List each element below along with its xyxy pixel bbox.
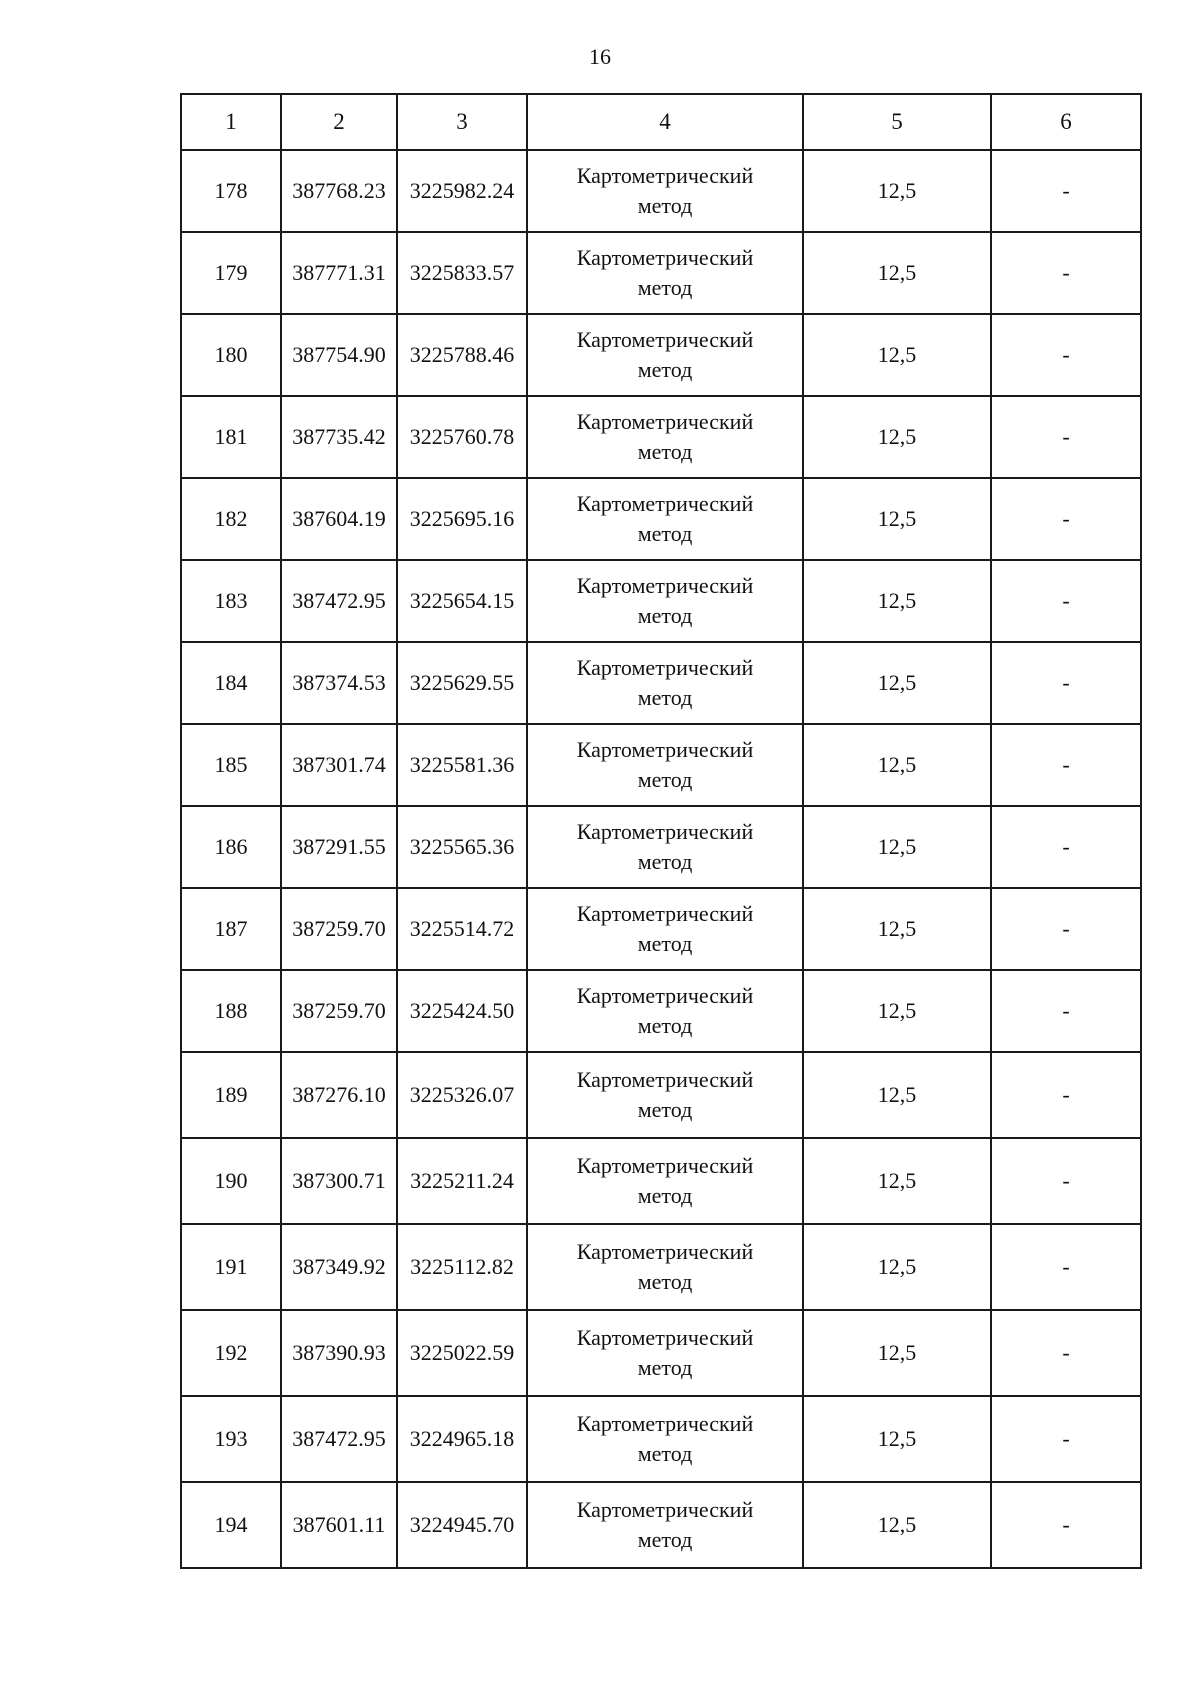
method-line-2: метод bbox=[637, 193, 693, 218]
method-line-1: Картометрический bbox=[576, 655, 754, 680]
method-line-2: метод bbox=[637, 1355, 693, 1380]
point-number-cell: 187 bbox=[181, 888, 281, 970]
x-coordinate-cell: 387771.31 bbox=[281, 232, 397, 314]
column-header: 1 bbox=[181, 94, 281, 150]
method-line-1: Картометрический bbox=[576, 327, 754, 352]
table-row bbox=[181, 314, 1141, 396]
y-coordinate-cell: 3225788.46 bbox=[397, 314, 527, 396]
note-cell: - bbox=[991, 314, 1141, 396]
method-line-1: Картометрический bbox=[576, 1239, 754, 1264]
method-line-2: метод bbox=[637, 849, 693, 874]
point-number-cell: 186 bbox=[181, 806, 281, 888]
method-cell bbox=[527, 1396, 803, 1482]
column-header: 3 bbox=[397, 94, 527, 150]
note-cell: - bbox=[991, 970, 1141, 1052]
accuracy-cell: 12,5 bbox=[803, 1224, 991, 1310]
note-cell: - bbox=[991, 1482, 1141, 1568]
x-coordinate-cell: 387300.71 bbox=[281, 1138, 397, 1224]
y-coordinate-cell: 3225211.24 bbox=[397, 1138, 527, 1224]
y-coordinate-cell: 3224945.70 bbox=[397, 1482, 527, 1568]
x-coordinate-cell: 387472.95 bbox=[281, 560, 397, 642]
note-cell: - bbox=[991, 1052, 1141, 1138]
accuracy-cell: 12,5 bbox=[803, 642, 991, 724]
note-cell: - bbox=[991, 1224, 1141, 1310]
note-cell: - bbox=[991, 724, 1141, 806]
table-row bbox=[181, 560, 1141, 642]
accuracy-cell: 12,5 bbox=[803, 232, 991, 314]
point-number-cell: 178 bbox=[181, 150, 281, 232]
x-coordinate-cell: 387472.95 bbox=[281, 1396, 397, 1482]
method-cell bbox=[527, 232, 803, 314]
method-line-2: метод bbox=[637, 1527, 693, 1552]
accuracy-cell: 12,5 bbox=[803, 1310, 991, 1396]
method-line-1: Картометрический bbox=[576, 1411, 754, 1436]
method-line-2: метод bbox=[637, 931, 693, 956]
table-body bbox=[181, 150, 1141, 1568]
method-line-1: Картометрический bbox=[576, 1325, 754, 1350]
method-line-2: метод bbox=[637, 1441, 693, 1466]
x-coordinate-cell: 387259.70 bbox=[281, 888, 397, 970]
accuracy-cell: 12,5 bbox=[803, 724, 991, 806]
y-coordinate-cell: 3225695.16 bbox=[397, 478, 527, 560]
method-cell bbox=[527, 724, 803, 806]
x-coordinate-cell: 387768.23 bbox=[281, 150, 397, 232]
table-row bbox=[181, 806, 1141, 888]
x-coordinate-cell: 387390.93 bbox=[281, 1310, 397, 1396]
method-line-2: метод bbox=[637, 767, 693, 792]
method-line-2: метод bbox=[637, 685, 693, 710]
method-line-1: Картометрический bbox=[576, 983, 754, 1008]
method-cell bbox=[527, 314, 803, 396]
note-cell: - bbox=[991, 888, 1141, 970]
y-coordinate-cell: 3225326.07 bbox=[397, 1052, 527, 1138]
method-line-1: Картометрический bbox=[576, 901, 754, 926]
method-line-2: метод bbox=[637, 603, 693, 628]
table-header-row bbox=[181, 94, 1141, 150]
method-cell bbox=[527, 478, 803, 560]
note-cell: - bbox=[991, 478, 1141, 560]
y-coordinate-cell: 3225629.55 bbox=[397, 642, 527, 724]
accuracy-cell: 12,5 bbox=[803, 1052, 991, 1138]
x-coordinate-cell: 387301.74 bbox=[281, 724, 397, 806]
y-coordinate-cell: 3225760.78 bbox=[397, 396, 527, 478]
table-row bbox=[181, 1052, 1141, 1138]
note-cell: - bbox=[991, 806, 1141, 888]
y-coordinate-cell: 3225112.82 bbox=[397, 1224, 527, 1310]
table-row bbox=[181, 1482, 1141, 1568]
method-line-2: метод bbox=[637, 357, 693, 382]
method-cell bbox=[527, 1052, 803, 1138]
method-line-1: Картометрический bbox=[576, 1153, 754, 1178]
y-coordinate-cell: 3225565.36 bbox=[397, 806, 527, 888]
y-coordinate-cell: 3225833.57 bbox=[397, 232, 527, 314]
method-line-2: метод bbox=[637, 1013, 693, 1038]
x-coordinate-cell: 387259.70 bbox=[281, 970, 397, 1052]
point-number-cell: 180 bbox=[181, 314, 281, 396]
x-coordinate-cell: 387735.42 bbox=[281, 396, 397, 478]
coordinates-table bbox=[180, 93, 1142, 1569]
method-line-1: Картометрический bbox=[576, 573, 754, 598]
point-number-cell: 183 bbox=[181, 560, 281, 642]
column-header: 6 bbox=[991, 94, 1141, 150]
y-coordinate-cell: 3225654.15 bbox=[397, 560, 527, 642]
accuracy-cell: 12,5 bbox=[803, 806, 991, 888]
note-cell: - bbox=[991, 150, 1141, 232]
accuracy-cell: 12,5 bbox=[803, 150, 991, 232]
accuracy-cell: 12,5 bbox=[803, 560, 991, 642]
method-line-2: метод bbox=[637, 439, 693, 464]
table-row bbox=[181, 1396, 1141, 1482]
table-row bbox=[181, 150, 1141, 232]
accuracy-cell: 12,5 bbox=[803, 1482, 991, 1568]
column-header: 5 bbox=[803, 94, 991, 150]
method-line-2: метод bbox=[637, 1097, 693, 1122]
table-row bbox=[181, 478, 1141, 560]
x-coordinate-cell: 387291.55 bbox=[281, 806, 397, 888]
x-coordinate-cell: 387276.10 bbox=[281, 1052, 397, 1138]
method-cell bbox=[527, 396, 803, 478]
y-coordinate-cell: 3225581.36 bbox=[397, 724, 527, 806]
table-row bbox=[181, 232, 1141, 314]
accuracy-cell: 12,5 bbox=[803, 478, 991, 560]
method-line-1: Картометрический bbox=[576, 1497, 754, 1522]
note-cell: - bbox=[991, 1396, 1141, 1482]
method-line-2: метод bbox=[637, 1183, 693, 1208]
point-number-cell: 190 bbox=[181, 1138, 281, 1224]
point-number-cell: 181 bbox=[181, 396, 281, 478]
method-cell bbox=[527, 888, 803, 970]
point-number-cell: 185 bbox=[181, 724, 281, 806]
point-number-cell: 188 bbox=[181, 970, 281, 1052]
method-cell bbox=[527, 1138, 803, 1224]
note-cell: - bbox=[991, 1310, 1141, 1396]
point-number-cell: 182 bbox=[181, 478, 281, 560]
y-coordinate-cell: 3225022.59 bbox=[397, 1310, 527, 1396]
table-row bbox=[181, 1310, 1141, 1396]
accuracy-cell: 12,5 bbox=[803, 970, 991, 1052]
accuracy-cell: 12,5 bbox=[803, 1138, 991, 1224]
table-row bbox=[181, 724, 1141, 806]
method-line-1: Картометрический bbox=[576, 245, 754, 270]
note-cell: - bbox=[991, 396, 1141, 478]
point-number-cell: 189 bbox=[181, 1052, 281, 1138]
method-line-1: Картометрический bbox=[576, 737, 754, 762]
x-coordinate-cell: 387604.19 bbox=[281, 478, 397, 560]
point-number-cell: 193 bbox=[181, 1396, 281, 1482]
point-number-cell: 191 bbox=[181, 1224, 281, 1310]
method-cell bbox=[527, 970, 803, 1052]
y-coordinate-cell: 3224965.18 bbox=[397, 1396, 527, 1482]
table-row bbox=[181, 1138, 1141, 1224]
page-number: 16 bbox=[589, 44, 611, 69]
accuracy-cell: 12,5 bbox=[803, 396, 991, 478]
table-row bbox=[181, 1224, 1141, 1310]
note-cell: - bbox=[991, 1138, 1141, 1224]
x-coordinate-cell: 387601.11 bbox=[281, 1482, 397, 1568]
column-header: 4 bbox=[527, 94, 803, 150]
x-coordinate-cell: 387754.90 bbox=[281, 314, 397, 396]
x-coordinate-cell: 387349.92 bbox=[281, 1224, 397, 1310]
accuracy-cell: 12,5 bbox=[803, 314, 991, 396]
table-row bbox=[181, 396, 1141, 478]
note-cell: - bbox=[991, 232, 1141, 314]
method-line-2: метод bbox=[637, 521, 693, 546]
method-cell bbox=[527, 806, 803, 888]
method-cell bbox=[527, 1224, 803, 1310]
method-line-1: Картометрический bbox=[576, 409, 754, 434]
point-number-cell: 184 bbox=[181, 642, 281, 724]
accuracy-cell: 12,5 bbox=[803, 888, 991, 970]
accuracy-cell: 12,5 bbox=[803, 1396, 991, 1482]
method-cell bbox=[527, 642, 803, 724]
method-line-1: Картометрический bbox=[576, 491, 754, 516]
method-cell bbox=[527, 560, 803, 642]
method-line-2: метод bbox=[637, 1269, 693, 1294]
method-cell bbox=[527, 1310, 803, 1396]
column-header: 2 bbox=[281, 94, 397, 150]
point-number-cell: 192 bbox=[181, 1310, 281, 1396]
method-line-1: Картометрический bbox=[576, 819, 754, 844]
table-row bbox=[181, 642, 1141, 724]
table-row bbox=[181, 970, 1141, 1052]
point-number-cell: 179 bbox=[181, 232, 281, 314]
table-row bbox=[181, 888, 1141, 970]
method-line-1: Картометрический bbox=[576, 163, 754, 188]
method-line-2: метод bbox=[637, 275, 693, 300]
note-cell: - bbox=[991, 642, 1141, 724]
y-coordinate-cell: 3225424.50 bbox=[397, 970, 527, 1052]
x-coordinate-cell: 387374.53 bbox=[281, 642, 397, 724]
point-number-cell: 194 bbox=[181, 1482, 281, 1568]
y-coordinate-cell: 3225982.24 bbox=[397, 150, 527, 232]
method-cell bbox=[527, 1482, 803, 1568]
method-line-1: Картометрический bbox=[576, 1067, 754, 1092]
y-coordinate-cell: 3225514.72 bbox=[397, 888, 527, 970]
method-cell bbox=[527, 150, 803, 232]
note-cell: - bbox=[991, 560, 1141, 642]
